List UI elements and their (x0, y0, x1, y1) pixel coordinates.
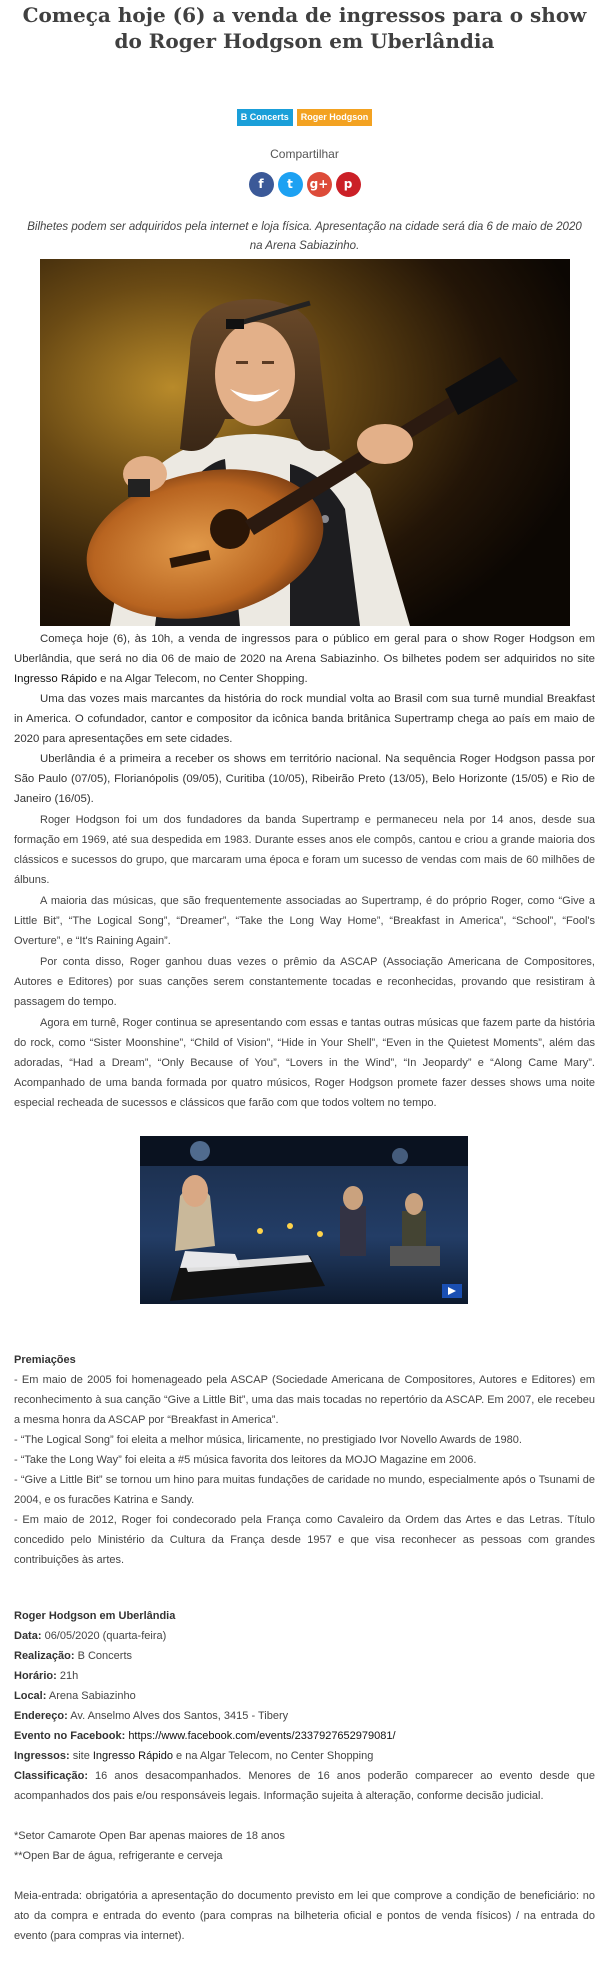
google-plus-share-icon[interactable]: g+ (307, 172, 332, 197)
ingresso-rapido-link-2[interactable]: Ingresso Rápido (92, 1750, 173, 1762)
event-organizer: Realização: B Concerts (14, 1650, 132, 1662)
ingresso-rapido-link[interactable]: Ingresso Rápido (14, 673, 97, 685)
article-body (14, 629, 595, 1113)
paragraph: Uberlândia é a primeira a receber os shows em território nacional. Na sequência Roger Hodgson passa por São Paulo (07/05), Florianópolis (09/05), Curitiba (10/05), Ribeirão Preto (13/05), Belo Horizonte (15/05) e Rio de Janeiro (16/05). (14, 753, 595, 805)
pinterest-share-icon[interactable]: p (336, 172, 361, 197)
share-label: Compartilhar (270, 147, 339, 161)
facebook-share-icon[interactable]: f (249, 172, 274, 197)
paragraph: Por conta disso, Roger ganhou duas vezes o prêmio da ASCAP (Associação Americana de Compositores, Autores e Editores) por suas canções serem constantemente tocadas e reconhecidas, provando que resistiram à passagem do tempo. (14, 956, 595, 1008)
tag-roger-hodgson[interactable]: Roger Hodgson (297, 109, 373, 126)
award-item: - Em maio de 2012, Roger foi condecorado pela França como Cavaleiro da Ordem das Artes e das Letras. Título concedido pelo Ministério da Cultura da França desde 1957 e que visa reconhecer as pessoas com grandes contribuições às artes. (14, 1514, 595, 1566)
tag-b-concerts[interactable]: B Concerts (237, 109, 293, 126)
paragraph: Uma das vozes mais marcantes da história do rock mundial volta ao Brasil com sua turnê mundial Breakfast in America. O cofundador, cantor e compositor da icônica banda britânica Supertramp chega ao país em maio de 2020 para apresentações em sete cidades. (14, 693, 595, 745)
event-address: Endereço: Av. Anselmo Alves dos Santos, 3415 - Tibery (14, 1710, 289, 1722)
twitter-share-icon[interactable]: t (278, 172, 303, 197)
facebook-event-link[interactable]: https://www.facebook.com/events/2337927652979081/ (128, 1730, 396, 1742)
award-item: - Em maio de 2005 foi homenageado pela ASCAP (Sociedade Americana de Compositores, Autores e Editores) em reconhecimento à sua canção “Give a Little Bit”, uma das mais tocadas no repertório da ASCAP. Em 2007, ele recebeu a mesma honra da ASCAP por “Breakfast in America”. (14, 1374, 595, 1426)
concert-video-still[interactable] (140, 1136, 468, 1304)
event-venue: Local: Arena Sabiazinho (14, 1690, 136, 1702)
event-rating: Classificação: 16 anos desacompanhados. Menores de 16 anos poderão comparecer ao evento desde que acompanhados dos pais e/ou responsáveis legais. Informação sujeita à alteração, conforme decisão judicial. (14, 1770, 595, 1802)
meia-entrada-text: Meia-entrada: obrigatória a apresentação do documento previsto em lei que comprove a condição de beneficiário: no ato da compra e entrada do evento (para compras na bilheteria oficial e pontos de venda físicos) / na entrada do evento (para compras via internet). (14, 1890, 595, 1942)
event-time: Horário: 21h (14, 1670, 79, 1682)
awards-heading: Premiações (14, 1354, 76, 1366)
paragraph: Roger Hodgson foi um dos fundadores da banda Supertramp e permaneceu nela por 14 anos, desde sua formação em 1969, até sua despedida em 1983. Durante esses anos ele compôs, cantou e criou a grande maioria dos clássicos e sucessos do grupo, que marcaram uma época e foram um sucesso de vendas com mais de 60 milhões de álbuns. (14, 814, 595, 886)
event-tickets: Ingressos: site Ingresso Rápido e na Algar Telecom, no Center Shopping (14, 1750, 374, 1762)
event-facebook: Evento no Facebook: https://www.facebook.com/events/2337927652979081/ (14, 1730, 396, 1742)
share-buttons (0, 172, 609, 197)
award-item: - “The Logical Song” foi eleita a melhor música, liricamente, no prestigiado Ivor Novello Awards de 1980. (14, 1434, 522, 1446)
paragraph: A maioria das músicas, que são frequentemente associadas ao Supertramp, é do próprio Roger, como “Give a Little Bit”, “The Logical Song”, “Dreamer”, “Take the Long Way Home”, “Breakfast in America”, “School”, “Fool's Overture”, e “It's Raining Again”. (14, 895, 595, 947)
award-item: - “Take the Long Way” foi eleita a #5 música favorita dos leitores da MOJO Magazine em 2006. (14, 1454, 477, 1466)
note: *Setor Camarote Open Bar apenas maiores de 18 anos (14, 1830, 285, 1842)
event-heading: Roger Hodgson em Uberlândia (14, 1610, 176, 1622)
paragraph: Começa hoje (6), às 10h, a venda de ingressos para o público em geral para o show Roger Hodgson em Uberlândia, que será no dia 06 de maio de 2020 na Arena Sabiazinho. Os bilhetes podem ser adquiridos no site Ingresso Rápido e na Algar Telecom, no Center Shopping. (14, 633, 595, 685)
note: **Open Bar de água, refrigerante e cerveja (14, 1850, 223, 1862)
awards-section (14, 1350, 595, 1570)
event-details (14, 1606, 595, 1946)
article-title: Começa hoje (6) a venda de ingressos para o show do Roger Hodgson em Uberlândia (22, 3, 587, 53)
article-subtitle: Bilhetes podem ser adquiridos pela internet e loja física. Apresentação na cidade será dia 6 de maio de 2020 na Arena Sabiazinho. (27, 221, 582, 252)
event-date: Data: 06/05/2020 (quarta-feira) (14, 1630, 167, 1642)
tag-list (0, 109, 609, 126)
concert-photo (40, 259, 570, 626)
award-item: - “Give a Little Bit” se tornou um hino para muitas fundações de caridade no mundo, especialmente após o Tsunami de 2004, e os furacões Katrina e Sandy. (14, 1474, 595, 1506)
paragraph: Agora em turnê, Roger continua se apresentando com essas e tantas outras músicas que fazem parte da história do rock, como “Sister Moonshine”, “Child of Vision”, “Hide in Your Shell”, “Even in the Quietest Moments”, além das adoradas, “Had a Dream”, “Only Because of You”, “Lovers in the Wind”, “In Jeopardy” e “Along Came Mary”. Acompanhado de uma banda formada por quatro músicos, Roger Hodgson promete fazer desses shows uma noite especial recheada de sucessos e clássicos que farão com que todos voltem no tempo. (14, 1017, 595, 1109)
